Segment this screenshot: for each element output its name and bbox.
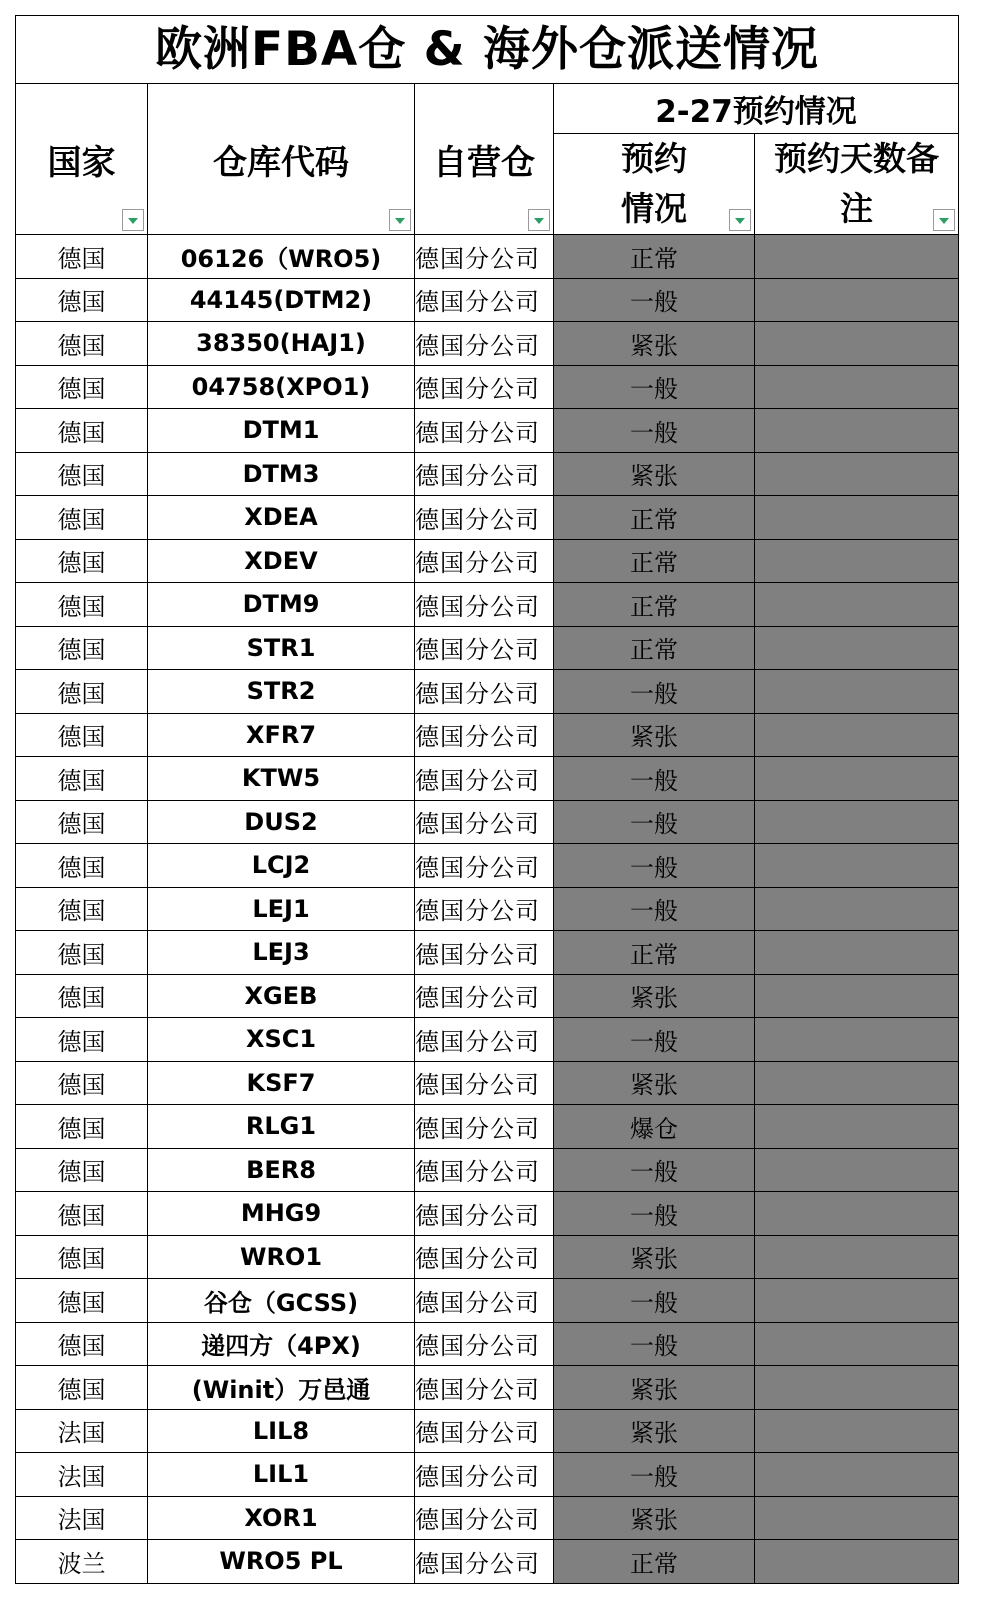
- self-operated-cell[interactable]: 德国分公司: [415, 1409, 554, 1453]
- warehouse-code-cell[interactable]: KSF7: [148, 1061, 415, 1105]
- self-operated-cell[interactable]: 德国分公司: [415, 1366, 554, 1410]
- header-country-label: 国家: [47, 142, 116, 183]
- table-row: [16, 539, 959, 583]
- self-operated-cell[interactable]: 德国分公司: [415, 713, 554, 757]
- country-cell[interactable]: 德国: [16, 1279, 148, 1323]
- booking-note-cell[interactable]: [755, 1105, 959, 1149]
- table-row: [16, 583, 959, 627]
- booking-status-cell[interactable]: 紧张: [554, 1496, 755, 1540]
- table-row: [16, 887, 959, 931]
- booking-status-cell[interactable]: 一般: [554, 1279, 755, 1323]
- booking-note-cell[interactable]: [755, 626, 959, 670]
- country-cell[interactable]: 德国: [16, 583, 148, 627]
- warehouse-code-cell[interactable]: XSC1: [148, 1018, 415, 1062]
- warehouse-code-cell[interactable]: LEJ1: [148, 887, 415, 931]
- booking-status-cell[interactable]: 一般: [554, 1322, 755, 1366]
- booking-note-cell[interactable]: [755, 887, 959, 931]
- warehouse-code-cell[interactable]: WRO1: [148, 1235, 415, 1279]
- warehouse-code-cell[interactable]: DTM1: [148, 409, 415, 453]
- country-cell[interactable]: 德国: [16, 713, 148, 757]
- self-operated-cell[interactable]: 德国分公司: [415, 1540, 554, 1584]
- warehouse-code-cell[interactable]: DTM9: [148, 583, 415, 627]
- header-booking-status-label: 预约 情况: [621, 139, 687, 228]
- self-operated-cell[interactable]: 德国分公司: [415, 626, 554, 670]
- country-cell[interactable]: 德国: [16, 539, 148, 583]
- country-cell[interactable]: 德国: [16, 278, 148, 322]
- warehouse-code-cell[interactable]: (Winit）万邑通: [148, 1366, 415, 1410]
- country-cell[interactable]: 德国: [16, 235, 148, 279]
- booking-status-cell[interactable]: 一般: [554, 844, 755, 888]
- table-row: [16, 452, 959, 496]
- self-operated-cell[interactable]: 德国分公司: [415, 757, 554, 801]
- table-row: [16, 1105, 959, 1149]
- table-row: [16, 278, 959, 322]
- country-cell[interactable]: 德国: [16, 887, 148, 931]
- table-row: [16, 1279, 959, 1323]
- warehouse-code-cell[interactable]: 递四方（4PX): [148, 1322, 415, 1366]
- warehouse-code-cell[interactable]: MHG9: [148, 1192, 415, 1236]
- booking-status-cell[interactable]: 紧张: [554, 1061, 755, 1105]
- warehouse-code-cell[interactable]: 04758(XPO1): [148, 365, 415, 409]
- booking-note-cell[interactable]: [755, 800, 959, 844]
- self-operated-cell[interactable]: 德国分公司: [415, 800, 554, 844]
- warehouse-code-cell[interactable]: RLG1: [148, 1105, 415, 1149]
- warehouse-code-cell[interactable]: XDEV: [148, 539, 415, 583]
- self-operated-cell[interactable]: 德国分公司: [415, 409, 554, 453]
- table-row: [16, 974, 959, 1018]
- self-operated-cell[interactable]: 德国分公司: [415, 1322, 554, 1366]
- booking-note-cell[interactable]: [755, 1018, 959, 1062]
- table-row: [16, 1496, 959, 1540]
- filter-dropdown-icon[interactable]: [122, 209, 144, 231]
- booking-status-cell[interactable]: 一般: [554, 887, 755, 931]
- booking-status-cell[interactable]: 一般: [554, 1018, 755, 1062]
- table-row: [16, 1409, 959, 1453]
- self-operated-cell[interactable]: 德国分公司: [415, 235, 554, 279]
- self-operated-cell[interactable]: 德国分公司: [415, 1235, 554, 1279]
- warehouse-code-cell[interactable]: 38350(HAJ1): [148, 322, 415, 366]
- booking-note-cell[interactable]: [755, 670, 959, 714]
- self-operated-cell[interactable]: 德国分公司: [415, 844, 554, 888]
- booking-status-cell[interactable]: 一般: [554, 800, 755, 844]
- booking-note-cell[interactable]: [755, 583, 959, 627]
- header-booking-group: 2-27预约情况: [554, 84, 959, 134]
- booking-status-cell[interactable]: 正常: [554, 1540, 755, 1584]
- self-operated-cell[interactable]: 德国分公司: [415, 322, 554, 366]
- filter-dropdown-icon[interactable]: [389, 209, 411, 231]
- booking-status-cell[interactable]: 紧张: [554, 974, 755, 1018]
- booking-status-cell[interactable]: 紧张: [554, 713, 755, 757]
- table-row: [16, 1366, 959, 1410]
- self-operated-cell[interactable]: 德国分公司: [415, 365, 554, 409]
- table-row: [16, 1322, 959, 1366]
- booking-status-cell[interactable]: 一般: [554, 670, 755, 714]
- booking-note-cell[interactable]: [755, 1409, 959, 1453]
- booking-status-cell[interactable]: 一般: [554, 1148, 755, 1192]
- warehouse-code-cell[interactable]: LIL8: [148, 1409, 415, 1453]
- warehouse-code-cell[interactable]: KTW5: [148, 757, 415, 801]
- self-operated-cell[interactable]: 德国分公司: [415, 1018, 554, 1062]
- booking-status-cell[interactable]: 紧张: [554, 1235, 755, 1279]
- table-row: [16, 1192, 959, 1236]
- country-cell[interactable]: 德国: [16, 365, 148, 409]
- booking-status-cell[interactable]: 一般: [554, 409, 755, 453]
- warehouse-code-cell[interactable]: 44145(DTM2): [148, 278, 415, 322]
- table-row: [16, 496, 959, 540]
- booking-status-cell[interactable]: 紧张: [554, 452, 755, 496]
- country-cell[interactable]: 德国: [16, 670, 148, 714]
- country-cell[interactable]: 德国: [16, 1322, 148, 1366]
- booking-note-cell[interactable]: [755, 409, 959, 453]
- self-operated-cell[interactable]: 德国分公司: [415, 452, 554, 496]
- booking-note-cell[interactable]: [755, 452, 959, 496]
- table-row: [16, 800, 959, 844]
- booking-note-cell[interactable]: [755, 1496, 959, 1540]
- country-cell[interactable]: 德国: [16, 1105, 148, 1149]
- booking-status-cell[interactable]: 爆仓: [554, 1105, 755, 1149]
- table-row: [16, 1235, 959, 1279]
- self-operated-cell[interactable]: 德国分公司: [415, 278, 554, 322]
- self-operated-cell[interactable]: 德国分公司: [415, 1279, 554, 1323]
- table-row: [16, 626, 959, 670]
- table-row: [16, 1540, 959, 1584]
- self-operated-cell[interactable]: 德国分公司: [415, 1105, 554, 1149]
- country-cell[interactable]: 德国: [16, 1061, 148, 1105]
- table-row: [16, 235, 959, 279]
- warehouse-code-cell[interactable]: DTM3: [148, 452, 415, 496]
- warehouse-code-cell[interactable]: 06126（WRO5): [148, 235, 415, 279]
- booking-note-cell[interactable]: [755, 757, 959, 801]
- country-cell[interactable]: 波兰: [16, 1540, 148, 1584]
- country-cell[interactable]: 德国: [16, 757, 148, 801]
- booking-note-cell[interactable]: [755, 1322, 959, 1366]
- warehouse-code-cell[interactable]: XFR7: [148, 713, 415, 757]
- header-country[interactable]: [16, 84, 148, 235]
- booking-note-cell[interactable]: [755, 1235, 959, 1279]
- country-cell[interactable]: 德国: [16, 496, 148, 540]
- table-row: [16, 1453, 959, 1497]
- header-self-operated-label: 自营仓: [433, 142, 535, 183]
- country-cell[interactable]: 德国: [16, 1148, 148, 1192]
- booking-status-cell[interactable]: 正常: [554, 931, 755, 975]
- table-row: [16, 1061, 959, 1105]
- country-cell[interactable]: 德国: [16, 1366, 148, 1410]
- booking-note-cell[interactable]: [755, 278, 959, 322]
- table-row: [16, 670, 959, 714]
- warehouse-code-cell[interactable]: LCJ2: [148, 844, 415, 888]
- country-cell[interactable]: 法国: [16, 1453, 148, 1497]
- table-row: [16, 1018, 959, 1062]
- self-operated-cell[interactable]: 德国分公司: [415, 1453, 554, 1497]
- table-row: [16, 757, 959, 801]
- country-cell[interactable]: 德国: [16, 931, 148, 975]
- warehouse-code-cell[interactable]: STR2: [148, 670, 415, 714]
- warehouse-code-cell[interactable]: LIL1: [148, 1453, 415, 1497]
- self-operated-cell[interactable]: 德国分公司: [415, 931, 554, 975]
- header-warehouse-code-label: 仓库代码: [213, 142, 349, 183]
- country-cell[interactable]: 德国: [16, 322, 148, 366]
- booking-note-cell[interactable]: [755, 931, 959, 975]
- booking-note-cell[interactable]: [755, 1148, 959, 1192]
- table-row: [16, 931, 959, 975]
- booking-status-cell[interactable]: 正常: [554, 539, 755, 583]
- booking-status-cell[interactable]: 一般: [554, 1453, 755, 1497]
- booking-note-cell[interactable]: [755, 974, 959, 1018]
- self-operated-cell[interactable]: 德国分公司: [415, 583, 554, 627]
- warehouse-code-cell[interactable]: DUS2: [148, 800, 415, 844]
- table-body: [16, 235, 959, 1584]
- self-operated-cell[interactable]: 德国分公司: [415, 1192, 554, 1236]
- self-operated-cell[interactable]: 德国分公司: [415, 1496, 554, 1540]
- booking-note-cell[interactable]: [755, 844, 959, 888]
- warehouse-code-cell[interactable]: BER8: [148, 1148, 415, 1192]
- country-cell[interactable]: 德国: [16, 452, 148, 496]
- booking-note-cell[interactable]: [755, 496, 959, 540]
- sheet-title: 欧洲FBA仓 & 海外仓派送情况: [16, 16, 959, 84]
- warehouse-code-cell[interactable]: STR1: [148, 626, 415, 670]
- booking-note-cell[interactable]: [755, 1279, 959, 1323]
- country-cell[interactable]: 德国: [16, 1235, 148, 1279]
- booking-note-cell[interactable]: [755, 235, 959, 279]
- warehouse-code-cell[interactable]: XDEA: [148, 496, 415, 540]
- header-booking-status[interactable]: [554, 134, 755, 235]
- country-cell[interactable]: 法国: [16, 1496, 148, 1540]
- booking-status-cell[interactable]: 正常: [554, 235, 755, 279]
- booking-status-cell[interactable]: 一般: [554, 278, 755, 322]
- warehouse-code-cell[interactable]: LEJ3: [148, 931, 415, 975]
- booking-status-cell[interactable]: 紧张: [554, 1366, 755, 1410]
- table-row: [16, 322, 959, 366]
- booking-status-cell[interactable]: 紧张: [554, 1409, 755, 1453]
- self-operated-cell[interactable]: 德国分公司: [415, 539, 554, 583]
- booking-note-cell[interactable]: [755, 539, 959, 583]
- table-row: [16, 1148, 959, 1192]
- table-row: [16, 365, 959, 409]
- booking-status-cell[interactable]: 一般: [554, 365, 755, 409]
- country-cell[interactable]: 德国: [16, 1018, 148, 1062]
- header-self-operated[interactable]: [415, 84, 554, 235]
- delivery-table: [15, 15, 959, 1584]
- country-cell[interactable]: 法国: [16, 1409, 148, 1453]
- country-cell[interactable]: 德国: [16, 800, 148, 844]
- country-cell[interactable]: 德国: [16, 974, 148, 1018]
- self-operated-cell[interactable]: 德国分公司: [415, 496, 554, 540]
- booking-note-cell[interactable]: [755, 322, 959, 366]
- table-row: [16, 844, 959, 888]
- self-operated-cell[interactable]: 德国分公司: [415, 1061, 554, 1105]
- header-warehouse-code[interactable]: [148, 84, 415, 235]
- booking-note-cell[interactable]: [755, 1061, 959, 1105]
- self-operated-cell[interactable]: 德国分公司: [415, 670, 554, 714]
- booking-status-cell[interactable]: 紧张: [554, 322, 755, 366]
- booking-status-cell[interactable]: 一般: [554, 757, 755, 801]
- booking-note-cell[interactable]: [755, 1540, 959, 1584]
- header-booking-days-note-label: 预约天数备 注: [774, 139, 940, 228]
- self-operated-cell[interactable]: 德国分公司: [415, 974, 554, 1018]
- booking-status-cell[interactable]: 一般: [554, 1192, 755, 1236]
- self-operated-cell[interactable]: 德国分公司: [415, 1148, 554, 1192]
- table-row: [16, 409, 959, 453]
- filter-dropdown-icon[interactable]: [528, 209, 550, 231]
- warehouse-code-cell[interactable]: 谷仓（GCSS): [148, 1279, 415, 1323]
- filter-dropdown-icon[interactable]: [933, 209, 955, 231]
- booking-note-cell[interactable]: [755, 713, 959, 757]
- warehouse-code-cell[interactable]: WRO5 PL: [148, 1540, 415, 1584]
- warehouse-code-cell[interactable]: XGEB: [148, 974, 415, 1018]
- header-booking-days-note[interactable]: [755, 134, 959, 235]
- booking-status-cell[interactable]: 正常: [554, 626, 755, 670]
- booking-note-cell[interactable]: [755, 1453, 959, 1497]
- booking-note-cell[interactable]: [755, 365, 959, 409]
- filter-dropdown-icon[interactable]: [729, 209, 751, 231]
- country-cell[interactable]: 德国: [16, 409, 148, 453]
- self-operated-cell[interactable]: 德国分公司: [415, 887, 554, 931]
- booking-note-cell[interactable]: [755, 1192, 959, 1236]
- warehouse-code-cell[interactable]: XOR1: [148, 1496, 415, 1540]
- booking-note-cell[interactable]: [755, 1366, 959, 1410]
- booking-status-cell[interactable]: 正常: [554, 496, 755, 540]
- booking-status-cell[interactable]: 正常: [554, 583, 755, 627]
- country-cell[interactable]: 德国: [16, 626, 148, 670]
- table-row: [16, 713, 959, 757]
- country-cell[interactable]: 德国: [16, 844, 148, 888]
- country-cell[interactable]: 德国: [16, 1192, 148, 1236]
